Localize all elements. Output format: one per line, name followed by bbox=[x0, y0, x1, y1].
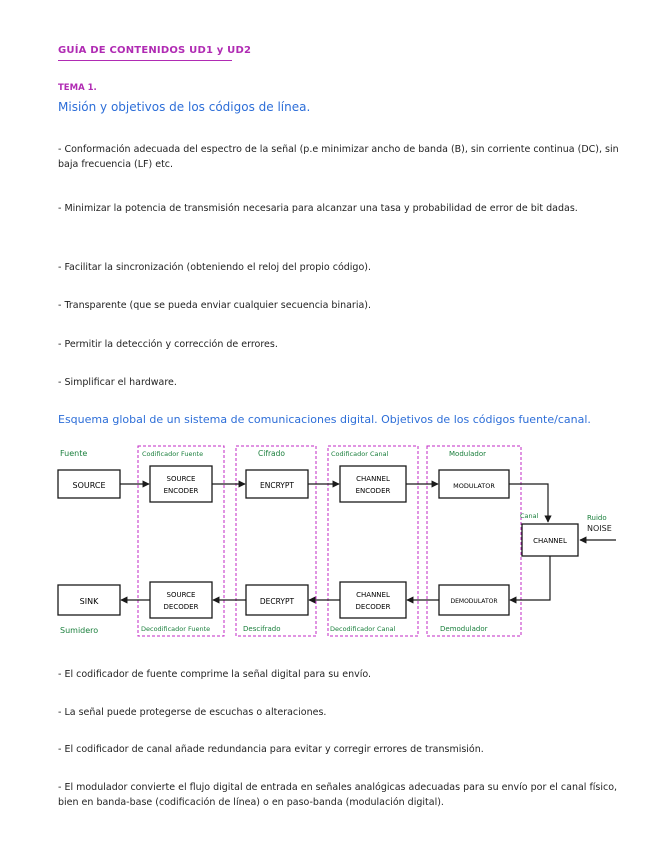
bullet-potencia: - Minimizar la potencia de transmisión necesaria para alcanzar una tasa y probabilidad de error de bit dadas. bbox=[58, 203, 578, 214]
bullet-modulador: - El modulador convierte el flujo digital de entrada en señales analógicas adecuadas para su envío por el canal físico, bien en banda-base (codificación de línea) o en paso-banda (modulación digital). bbox=[58, 782, 618, 808]
block-source-decoder bbox=[150, 582, 212, 618]
label-sumidero: Sumidero bbox=[60, 626, 99, 635]
block-channel-encoder bbox=[340, 466, 406, 502]
block-decrypt-label: DECRYPT bbox=[259, 597, 295, 606]
label-codificador-canal: Codificador Canal bbox=[331, 450, 389, 458]
bullet-hardware: - Simplificar el hardware. bbox=[58, 377, 177, 388]
svg-text:SOURCE: SOURCE bbox=[166, 591, 196, 599]
label-decodificador-canal: Decodificador Canal bbox=[330, 625, 396, 633]
label-cifrado: Cifrado bbox=[258, 449, 285, 458]
svg-text:DECODER: DECODER bbox=[163, 603, 199, 611]
block-demodulator-label: DEMODULATOR bbox=[450, 598, 498, 605]
block-source-label: SOURCE bbox=[72, 481, 106, 490]
label-fuente: Fuente bbox=[60, 449, 88, 458]
tema-label: TEMA 1. bbox=[58, 83, 97, 93]
bullet-espectro: - Conformación adecuada del espectro de la señal (p.e minimizar ancho de banda (B), sin corriente continua (DC), sin baja frecuencia (LF) etc. bbox=[58, 144, 619, 170]
bullet-deteccion: - Permitir la detección y corrección de errores. bbox=[58, 339, 278, 350]
svg-text:SOURCE: SOURCE bbox=[166, 475, 196, 483]
document-title: GUÍA DE CONTENIDOS UD1 y UD2 bbox=[58, 45, 252, 56]
label-modulador: Modulador bbox=[449, 450, 487, 458]
label-ruido: Ruido bbox=[587, 514, 607, 522]
block-sink-label: SINK bbox=[79, 597, 99, 606]
bullet-escuchas: - La señal puede protegerse de escuchas o alteraciones. bbox=[58, 707, 327, 718]
label-demodulador: Demodulador bbox=[440, 625, 488, 633]
label-noise: NOISE bbox=[587, 524, 612, 533]
bullet-codificador-fuente: - El codificador de fuente comprime la señal digital para su envío. bbox=[58, 669, 372, 680]
communication-system-diagram bbox=[50, 442, 620, 642]
bullet-codificador-canal: - El codificador de canal añade redundancia para evitar y corregir errores de transmisión. bbox=[58, 744, 484, 755]
label-canal: Canal bbox=[520, 512, 539, 520]
block-channel-decoder bbox=[340, 582, 406, 618]
heading-mision: Misión y objetivos de los códigos de línea. bbox=[58, 100, 311, 114]
block-modulator-label: MODULATOR bbox=[453, 482, 495, 490]
heading-esquema: Esquema global de un sistema de comunicaciones digital. Objetivos de los códigos fuente/canal. bbox=[58, 413, 591, 426]
label-descifrado: Descifrado bbox=[243, 625, 281, 633]
bullet-sincronizacion: - Facilitar la sincronización (obteniendo el reloj del propio código). bbox=[58, 262, 371, 273]
svg-text:CHANNEL: CHANNEL bbox=[356, 475, 390, 483]
svg-text:ENCODER: ENCODER bbox=[163, 487, 199, 495]
title-underline bbox=[58, 60, 232, 61]
block-encrypt-label: ENCRYPT bbox=[259, 481, 295, 490]
block-channel-label: CHANNEL bbox=[533, 537, 567, 545]
label-decodificador-fuente: Decodificador Fuente bbox=[141, 625, 211, 633]
svg-text:ENCODER: ENCODER bbox=[355, 487, 391, 495]
svg-text:DECODER: DECODER bbox=[355, 603, 391, 611]
svg-text:CHANNEL: CHANNEL bbox=[356, 591, 390, 599]
block-source-encoder bbox=[150, 466, 212, 502]
bullet-transparente: - Transparente (que se pueda enviar cualquier secuencia binaria). bbox=[58, 300, 372, 311]
label-codificador-fuente: Codificador Fuente bbox=[142, 450, 204, 458]
